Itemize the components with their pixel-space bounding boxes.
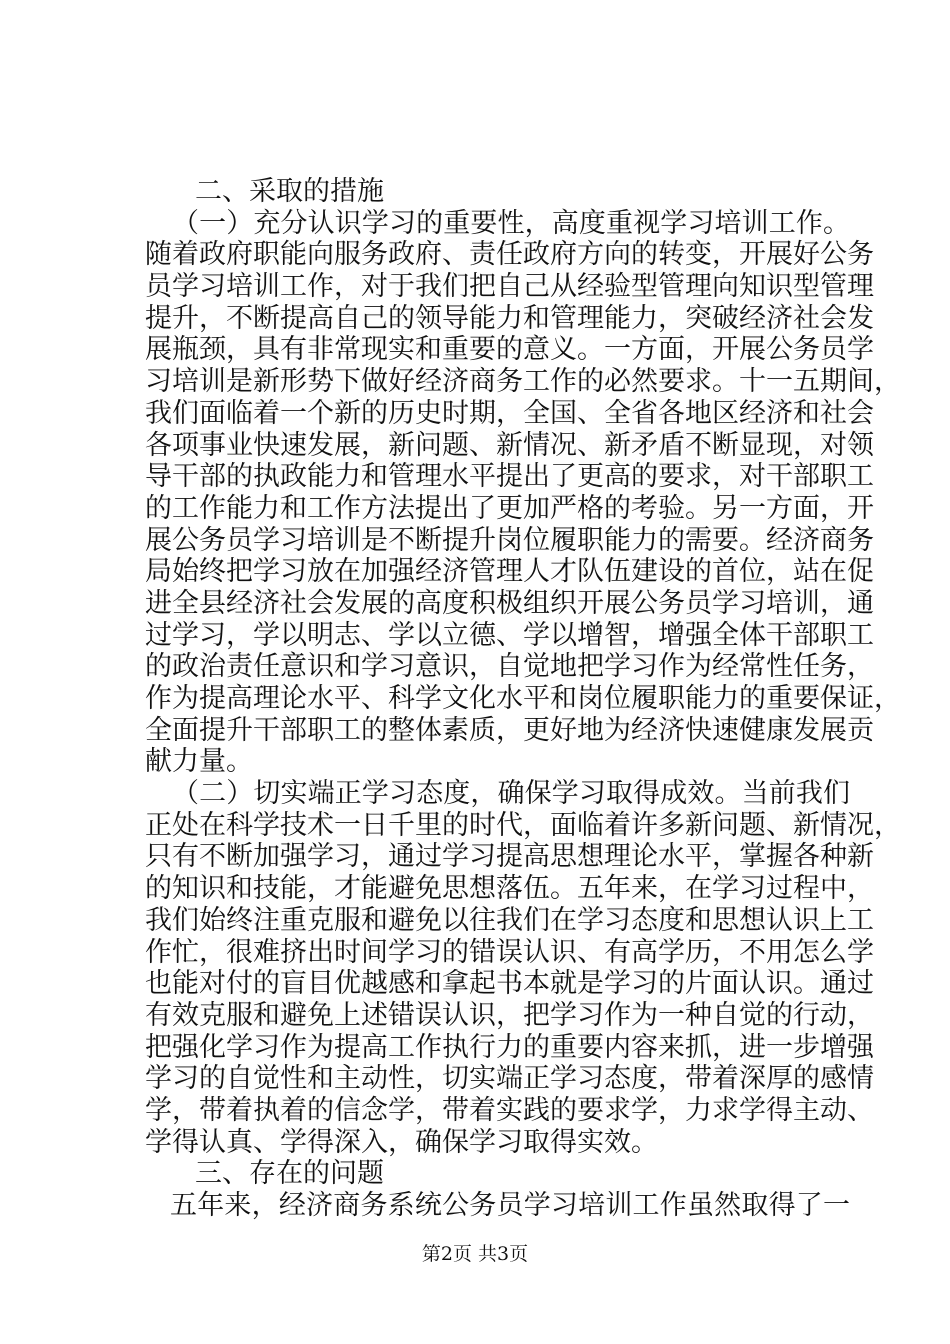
body-line: 局始终把学习放在加强经济管理人才队伍建设的首位，站在促 (145, 556, 874, 588)
body-line: 学，带着执着的信念学，带着实践的要求学，力求学得主动、 (145, 1094, 874, 1126)
body-line: 的工作能力和工作方法提出了更加严格的考验。另一方面，开 (145, 492, 874, 524)
body-line: 各项事业快速发展，新问题、新情况、新矛盾不断显现，对领 (145, 429, 874, 461)
body-line: 正处在科学技术一日千里的时代，面临着许多新问题、新情况， (145, 809, 901, 841)
body-line: 全面提升干部职工的整体素质，更好地为经济快速健康发展贡 (145, 714, 874, 746)
body-line: 作为提高理论水平、科学文化水平和岗位履职能力的重要保证， (145, 683, 901, 714)
body-line: 学得认真、学得深入，确保学习取得实效。 (145, 1126, 658, 1158)
body-line: 献力量。 (145, 746, 253, 778)
body-line: 展瓶颈，具有非常现实和重要的意义。一方面，开展公务员学 (145, 334, 874, 366)
document-body (145, 176, 901, 1222)
body-line: 学习的自觉性和主动性，切实端正学习态度，带着深厚的感情 (145, 1063, 874, 1095)
section-heading: 三、存在的问题 (195, 1158, 384, 1190)
body-line: 我们面临着一个新的历史时期，全国、全省各地区经济和社会 (145, 397, 874, 429)
body-line: 提升，不断提高自己的领导能力和管理能力，突破经济社会发 (145, 302, 874, 334)
body-line: 作忙，很难挤出时间学习的错误认识、有高学历，不用怎么学 (145, 936, 874, 968)
body-line: 五年来，经济商务系统公务员学习培训工作虽然取得了一 (170, 1190, 850, 1221)
body-line: 只有不断加强学习，通过学习提高思想理论水平，掌握各种新 (145, 841, 874, 873)
page-footer: 第2页 共3页 (421, 1243, 529, 1265)
body-line: 进全县经济社会发展的高度积极组织开展公务员学习培训，通 (145, 587, 874, 619)
body-line: 习培训是新形势下做好经济商务工作的必然要求。十一五期间， (145, 366, 901, 398)
body-line: 有效克服和避免上述错误认识，把学习作为一种自觉的行动， (145, 999, 874, 1031)
body-line: 的政治责任意识和学习意识，自觉地把学习作为经常性任务， (145, 651, 874, 683)
body-line: 过学习，学以明志、学以立德、学以增智，增强全体干部职工 (145, 619, 874, 651)
body-line: 员学习培训工作，对于我们把自己从经验型管理向知识型管理 (145, 271, 874, 303)
body-line: 的知识和技能，才能避免思想落伍。五年来，在学习过程中， (145, 873, 874, 905)
body-line: 也能对付的盲目优越感和拿起书本就是学习的片面认识。通过 (145, 968, 874, 1000)
body-line: 导干部的执政能力和管理水平提出了更高的要求，对干部职工 (145, 461, 874, 493)
body-line: 随着政府职能向服务政府、责任政府方向的转变，开展好公务 (145, 239, 874, 271)
section-heading: 二、采取的措施 (195, 176, 384, 207)
body-line: 我们始终注重克服和避免以往我们在学习态度和思想认识上工 (145, 904, 874, 936)
subsection-heading-line: （二）切实端正学习态度，确保学习取得成效。当前我们 (172, 778, 850, 810)
body-line: 展公务员学习培训是不断提升岗位履职能力的需要。经济商务 (145, 524, 874, 556)
subsection-heading-line: （一）充分认识学习的重要性，高度重视学习培训工作。 (172, 207, 850, 239)
body-line: 把强化学习作为提高工作执行力的重要内容来抓，进一步增强 (145, 1031, 874, 1063)
